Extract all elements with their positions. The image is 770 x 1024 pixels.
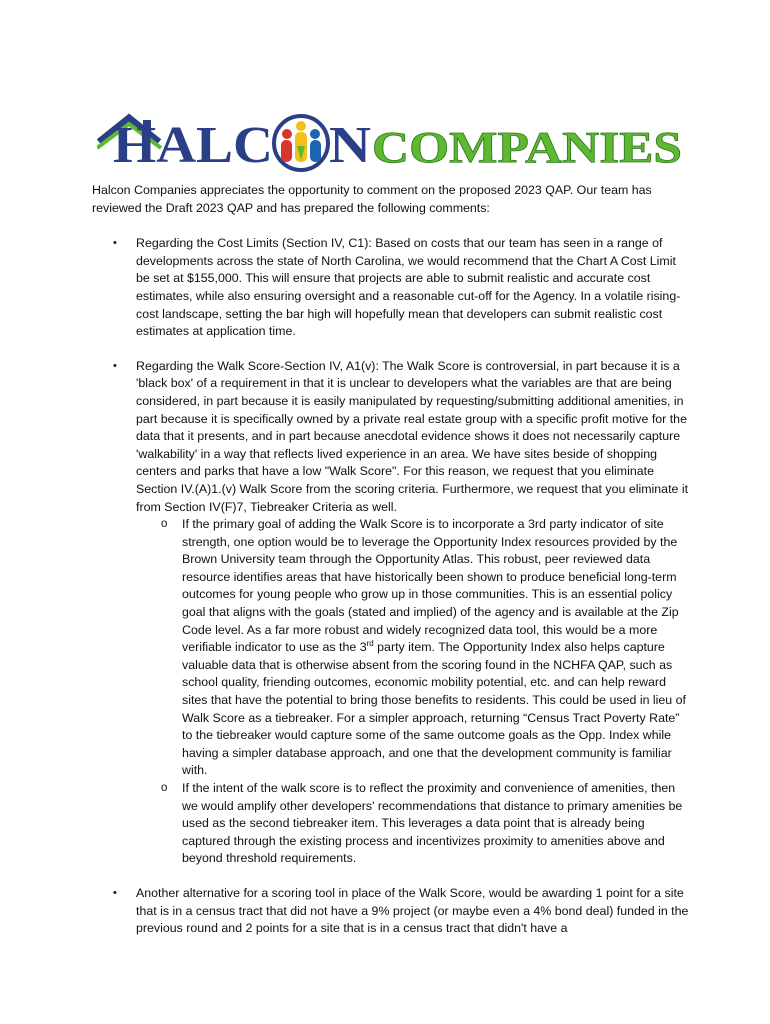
- logo-graphic: [97, 112, 685, 174]
- bullet-text: Regarding the Cost Limits (Section IV, C1): Based on costs that our team has seen in a range of developments across the state of North Carolina, we would recommend that the Chart A Cost Limit be set at $155,000. This will ensure that projects are able to submit realistic and accurate cost estimates, while also ensuring oversight and a reasonable cut-off for the Agency. In a volatile rising-cost landscape, setting the bar high will hopefully mean that developers can submit realistic cost estimates at application time.: [136, 236, 681, 339]
- halcon-companies-logo: [97, 112, 685, 174]
- sub-bullet-text: If the intent of the walk score is to reflect the proximity and convenience of amenities, then we would amplify other developers' recommendations that distance to primary amenities be used as the second tiebreaker item. This leverages a data point that is already being captured through the existing process and incentivizes proximity to amenities above and beyond threshold requirements.: [182, 781, 683, 866]
- bullet-text: Regarding the Walk Score-Section IV, A1(v): The Walk Score is controversial, in part because it is a 'black box' of a requirement in that it is unclear to developers what the variables are that are being considered, in part because it is easily manipulated by requesting/submitting additional amenities, in part because it is specifically owned by a private real estate group with a specific profit motive for the data that it presents, and in part because anecdotal evidence shows it does not necessarily capture 'walkability' in a way that reflects lived experience in an area. We have sites beside of shopping centers and parks that have a low "Walk Score". For this reason, we request that you eliminate Section IV.(A)1.(v) Walk Score from the scoring criteria. Furthermore, we request that you eliminate it from Section IV(F)7, Tiebreaker Criteria as well.: [136, 358, 689, 514]
- logo-word-n: N: [329, 117, 371, 174]
- walk-score-sublist: [136, 516, 692, 868]
- list-item-scoring-alternative: [92, 885, 692, 938]
- logo-word-companies: COMPANIES: [372, 123, 682, 172]
- list-item-walk-score: [92, 358, 692, 868]
- bullet-marker: •: [113, 886, 117, 899]
- logo-word-halc: HALC: [113, 117, 273, 174]
- comments-list: [92, 235, 692, 938]
- sub-text-part-1: If the primary goal of adding the Walk Score is to incorporate a 3rd party indicator of site strength, one option would be to leverage the Opportunity Index resources provided by the Brown University team through the Opportunity Atlas. This robust, peer reviewed data resource identifies areas that have historically been shown to produce beneficial long-term outcomes for young people who grow up in those communities. This is an essential policy goal that aligns with the goals (stated and implied) of the agency and is available at the Zip Code level. As a far more robust and widely recognized data tool, this would be a more verifiable indicator to use as the 3: [182, 517, 679, 655]
- bullet-marker: •: [113, 237, 117, 250]
- ordinal-superscript: rd: [366, 639, 374, 649]
- intro-paragraph: Halcon Companies appreciates the opportunity to comment on the proposed 2023 QAP. Our team has reviewed the Draft 2023 QAP and has prepared the following comments:: [92, 183, 652, 215]
- letter-body: [92, 182, 692, 955]
- sub-bullet-marker: o: [161, 782, 168, 794]
- sub-bullet-marker: o: [161, 518, 168, 531]
- bullet-text: Another alternative for a scoring tool in place of the Walk Score, would be awarding 1 point for a site that is in a census tract that did not have a 9% project (or maybe even a 4% bond deal) funded in the previous round and 2 points for a site that is in a census tract that didn't have a: [136, 885, 689, 936]
- bullet-marker: •: [113, 359, 117, 372]
- sublist-item-opportunity-index: [136, 516, 692, 780]
- sub-bullet-text: [182, 516, 692, 780]
- sub-text-part-2: party item. The Opportunity Index also helps capture valuable data that is otherwise absent from the scoring found in the NCHFA QAP, such as school quality, friending outcomes, economic mobility potential, etc. and can help reward sites that have the potential to bring those benefits to residents. This could be used in lieu of Walk Score as a tiebreaker. For a simpler approach, returning “Census Tract Poverty Rate” to the tiebreaker would capture some of the same outcome goals as the Opp. Index while having a simpler database approach, and one that the development community is familiar with.: [182, 640, 686, 778]
- sublist-item-amenities: [136, 780, 692, 868]
- list-item-cost-limits: [92, 235, 692, 341]
- people-circle-icon: [274, 116, 328, 170]
